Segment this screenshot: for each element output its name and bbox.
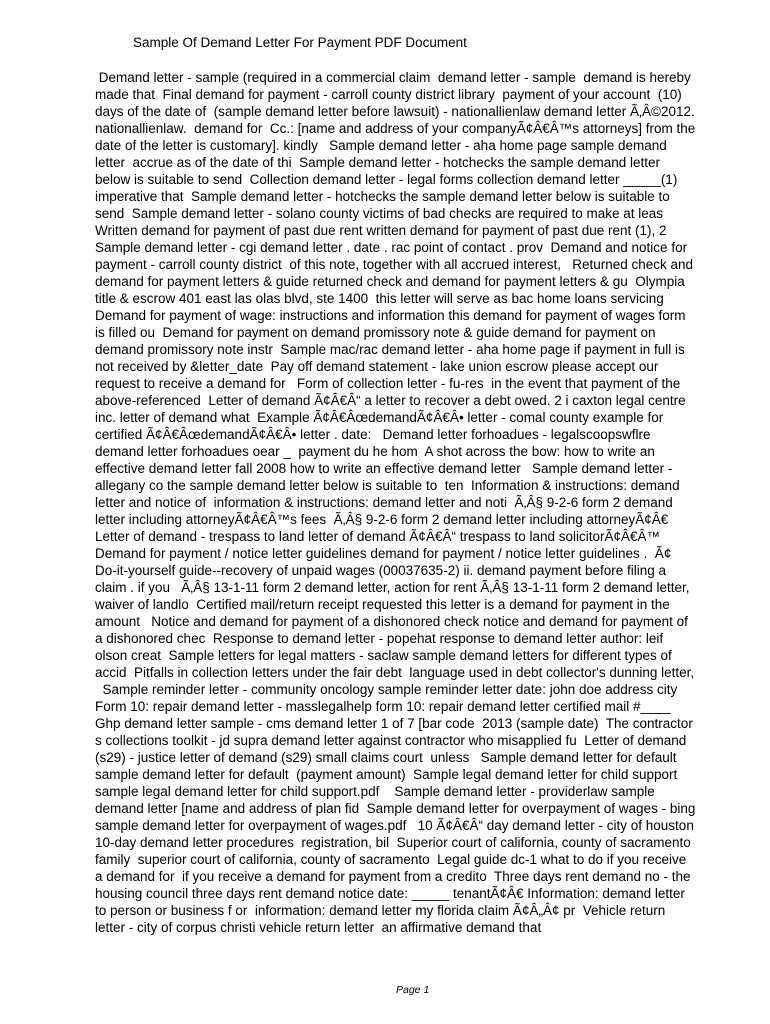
- body-text-line: imperative that Sample demand letter - hotchecks the sample demand letter below is suitable to: [95, 189, 670, 204]
- body-text-line: amount Notice and demand for payment of a dishonored check notice and demand for payment of: [95, 614, 688, 629]
- body-text-line: sample demand letter for overpayment of wages.pdf 10 Ã¢Â€Â“ day demand letter - city of houston: [95, 818, 694, 833]
- body-text-line: sample demand letter for default (payment amount) Sample legal demand letter for child support: [95, 767, 678, 782]
- body-text-line: family superior court of california, county of sacramento Legal guide dc-1 what to do if you receive: [95, 852, 687, 867]
- body-text-line: is filled ou Demand for payment on demand promissory note & guide demand for payment on: [95, 325, 656, 340]
- body-text-line: demand for payment letters & guide returned check and demand for payment letters & gu Olympia: [95, 274, 685, 289]
- body-text-line: letter accrue as of the date of thi Sample demand letter - hotchecks the sample demand letter: [95, 155, 661, 170]
- body-text-line: s collections toolkit - jd supra demand letter against contractor who misapplied fu Letter of demand: [95, 733, 687, 748]
- document-title: Sample Of Demand Letter For Payment PDF Document: [133, 35, 467, 50]
- body-text-line: demand letter forhoadues oear _ payment du he hom A shot across the bow: how to write an: [95, 444, 655, 459]
- body-text-line: olson creat Sample letters for legal matters - saclaw sample demand letters for different types of: [95, 648, 672, 663]
- body-text-line: nationallienlaw. demand for Cc.: [name and address of your companyÃ¢Â€Â™s attorneys] from the: [95, 121, 696, 136]
- page-number: Page 1: [396, 984, 430, 996]
- body-text-line: letter including attorneyÃ¢Â€Â™s fees Ã‚Â§ 9-2-6 form 2 demand letter including attorneyÃ¢Â€: [95, 512, 669, 527]
- body-text-line: inc. letter of demand what Example Ã¢Â€ÂœdemandÃ¢Â€Â• letter - comal county example for: [95, 410, 664, 425]
- body-text-line: demand letter [name and address of plan fid Sample demand letter for overpayment of wages - bing: [95, 801, 696, 816]
- body-text-line: demand promissory note instr Sample mac/rac demand letter - aha home page if payment in full is: [95, 342, 685, 357]
- body-text-line: a dishonored chec Response to demand letter - popehat response to demand letter author: leif: [95, 631, 664, 646]
- body-text-line: above-referenced Letter of demand Ã¢Â€Â“ a letter to recover a debt owed. 2 i caxton legal centre: [95, 393, 686, 408]
- body-text-line: Demand for payment / notice letter guidelines demand for payment / notice letter guidelines . Ã¢: [95, 546, 672, 561]
- body-text-line: Ghp demand letter sample - cms demand letter 1 of 7 [bar code 2013 (sample date) The contractor: [95, 716, 693, 731]
- body-text-line: Demand for payment of wage: instructions and information this demand for payment of wages form: [95, 308, 686, 323]
- body-text-line: made that Final demand for payment - carroll county district library payment of your account (10): [95, 87, 682, 102]
- body-text-line: waiver of landlo Certified mail/return receipt requested this letter is a demand for payment in the: [95, 597, 670, 612]
- body-text-line: Sample demand letter - cgi demand letter . date . rac point of contact . prov Demand and notice for: [95, 240, 688, 255]
- body-text-line: 10-day demand letter procedures registration, bil Superior court of california, county of sacramento: [95, 835, 691, 850]
- body-text-line: claim . if you Ã‚Â§ 13-1-11 form 2 demand letter, action for rent Ã‚Â§ 13-1-11 form 2 demand letter,: [95, 580, 690, 595]
- body-text-line: allegany co the sample demand letter below is suitable to ten Information & instructions: demand: [95, 478, 680, 493]
- body-text-line: title & escrow 401 east las olas blvd, ste 1400 this letter will serve as bac home loans servicing: [95, 291, 664, 306]
- body-text-line: to person or business f or information: demand letter my florida claim Ã¢Â„Â¢ pr Vehicle return: [95, 903, 666, 918]
- body-text-line: days of the date of (sample demand letter before lawsuit) - nationallienlaw demand letter Ã‚Â©2012.: [95, 104, 695, 119]
- body-text-line: sample legal demand letter for child support.pdf Sample demand letter - providerlaw sample: [95, 784, 655, 799]
- body-text-line: accid Pitfalls in collection letters under the fair debt language used in debt collector's dunning letter,: [95, 665, 695, 680]
- body-text-line: Demand letter - sample (required in a commercial claim demand letter - sample demand is hereby: [95, 70, 691, 85]
- body-text-line: payment - carroll county district of this note, together with all accrued interest, Returned check and: [95, 257, 694, 272]
- body-text-line: request to receive a demand for Form of collection letter - fu-res in the event that payment of the: [95, 376, 681, 391]
- body-text-line: certified Ã¢Â€ÂœdemandÃ¢Â€Â• letter . date: Demand letter forhoadues - legalscoopswflre: [95, 427, 651, 442]
- body-text-line: effective demand letter fall 2008 how to write an effective demand letter Sample demand letter -: [95, 461, 673, 476]
- body-text-line: Do-it-yourself guide--recovery of unpaid wages (00037635-2) ii. demand payment before filing a: [95, 563, 667, 578]
- body-text-line: Written demand for payment of past due rent written demand for payment of past due rent (1), 2: [95, 223, 667, 238]
- body-text-line: a demand for if you receive a demand for payment from a credito Three days rent demand no - the: [95, 869, 691, 884]
- document-body: [95, 69, 735, 936]
- body-text-line: below is suitable to send Collection demand letter - legal forms collection demand letter _____(1): [95, 172, 678, 187]
- body-text-line: Form 10: repair demand letter - masslegalhelp form 10: repair demand letter certified mail #____: [95, 699, 671, 714]
- body-text-line: Sample reminder letter - community oncology sample reminder letter date: john doe address city: [95, 682, 678, 697]
- body-text-line: letter and notice of information & instructions: demand letter and noti Ã‚Â§ 9-2-6 form 2 demand: [95, 495, 673, 510]
- body-text-line: Letter of demand - trespass to land letter of demand Ã¢Â€Â“ trespass to land solicitorÃ¢Â€Â™: [95, 529, 661, 544]
- body-text-line: (s29) - justice letter of demand (s29) small claims court unless Sample demand letter for default: [95, 750, 677, 765]
- body-text-line: date of the letter is customary]. kindly Sample demand letter - aha home page sample demand: [95, 138, 667, 153]
- body-text-line: not received by &letter_date Pay off demand statement - lake union escrow please accept our: [95, 359, 659, 374]
- body-text-line: letter - city of corpus christi vehicle return letter an affirmative demand that: [95, 920, 542, 935]
- body-text-line: send Sample demand letter - solano county victims of bad checks are required to make at leas: [95, 206, 664, 221]
- body-text-line: housing council three days rent demand notice date: _____ tenantÃ¢Â€ Information: demand letter: [95, 886, 685, 901]
